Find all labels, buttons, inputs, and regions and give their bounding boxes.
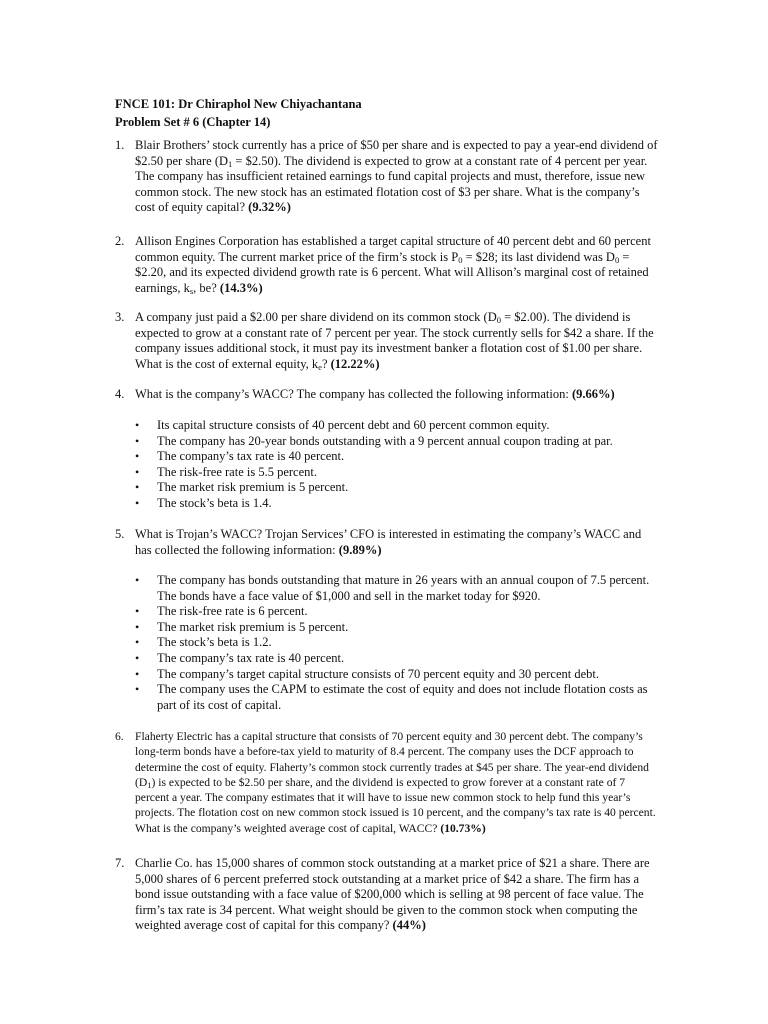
question-text: What is the company’s WACC? The company has collected the following information: (9.66%) — [135, 387, 615, 401]
list-item: • The company’s tax rate is 40 percent. — [135, 651, 660, 667]
list-item: • The market risk premium is 5 percent. — [135, 620, 660, 636]
question-number: 3. — [115, 310, 125, 324]
answer: (10.73%) — [440, 821, 486, 835]
question-number: 2. — [115, 234, 125, 248]
question-5-bullets — [135, 573, 660, 713]
question-5 — [115, 527, 660, 558]
list-item: • The company’s tax rate is 40 percent. — [135, 449, 660, 465]
list-item: • The company’s target capital structure consists of 70 percent equity and 30 percent debt. — [135, 667, 660, 683]
question-number: 4. — [115, 387, 125, 401]
list-item: • The stock’s beta is 1.4. — [135, 496, 660, 512]
answer: (9.89%) — [338, 542, 382, 557]
list-item: • The company has bonds outstanding that mature in 26 years with an annual coupon of 7.5 percent. The bonds have a face value of $1,000 and sell in the market today for $920. — [135, 573, 660, 604]
answer: (9.66%) — [571, 387, 615, 401]
list-item: • The risk-free rate is 5.5 percent. — [135, 465, 660, 481]
question-number: 7. — [115, 856, 125, 870]
list-item: • The market risk premium is 5 percent. — [135, 480, 660, 496]
question-text: A company just paid a $2.00 per share dividend on its common stock ($D_0$ = $2.00). The dividend is expected to grow at a constant rate of 7 percent per year. The stock currently sells for $42 a share. If the company issues additional stock, it must pay its investment banker a flotation cost of $1.00 per share. What is the cost of external equity, $k_e$? (12.22%) — [135, 310, 654, 372]
question-4 — [115, 387, 660, 403]
question-2 — [115, 234, 660, 296]
question-number: 1. — [115, 138, 125, 152]
question-text: Flaherty Electric has a capital structure that consists of 70 percent equity and 30 percent debt. The company’s long-term bonds have a before-tax yield to maturity of 8.4 percent. The company uses the DCF approach to determine the cost of equity. Flaherty’s common stock currently trades at $45 per share. The year-end dividend $(D_1)$ is expected to be $2.50 per share, and the dividend is expected to grow forever at a constant rate of 7 percent a year. The company estimates that it will have to issue new common stock to help fund this year’s projects. The flotation cost on new common stock issued is 10 percent, and the company’s tax rate is 40 percent. What is the company’s weighted average cost of capital, WACC? (10.73%) — [135, 730, 656, 835]
answer: (44%) — [392, 918, 426, 933]
question-text: Charlie Co. has 15,000 shares of common stock outstanding at a market price of $21 a share. There are 5,000 shares of 6 percent preferred stock outstanding at a market price of $42 a share. The firm has a bond issue outstanding with a face value of $200,000 which is selling at 98 percent of face value. The firm’s tax rate is 34 percent. What weight should be given to the common stock when computing the weighted average cost of capital for this company? (44%) — [135, 856, 650, 933]
question-text: Allison Engines Corporation has established a target capital structure of 40 percent debt and 60 percent common equity. The current market price of the firm’s stock is $P_0$ = $28; its last dividend was $D_0$ = $2.20, and its expected dividend growth rate is 6 percent. What will Allison’s marginal cost of retained earnings, $k_s$, be? (14.3%) — [135, 234, 651, 296]
document-header — [115, 95, 675, 131]
question-number: 6. — [115, 730, 124, 743]
question-text: Blair Brothers’ stock currently has a price of $50 per share and is expected to pay a year-end dividend of $2.50 per share ($D_1$ = $2.50). The dividend is expected to grow at a constant rate of 4 percent per year. The company has insufficient retained earnings to fund capital projects and must, therefore, issue new common stock. The new stock has an estimated flotation cost of $3 per share. What is the company’s cost of equity capital? (9.32%) — [135, 138, 658, 215]
list-item: • Its capital structure consists of 40 percent debt and 60 percent common equity. — [135, 418, 660, 434]
answer: (12.22%) — [330, 356, 380, 371]
question-6 — [115, 729, 660, 836]
list-item: • The company uses the CAPM to estimate the cost of equity and does not include flotation costs as part of its cost of capital. — [135, 682, 660, 713]
list-item: • The stock’s beta is 1.2. — [135, 635, 660, 651]
question-7 — [115, 856, 660, 934]
list-item: • The risk-free rate is 6 percent. — [135, 604, 660, 620]
question-3 — [115, 310, 660, 372]
answer: (14.3%) — [219, 280, 263, 295]
course-title: FNCE 101: Dr Chiraphol New Chiyachantana — [115, 97, 362, 111]
question-number: 5. — [115, 527, 125, 541]
answer: (9.32%) — [248, 200, 291, 215]
question-1 — [115, 138, 660, 216]
list-item: • The company has 20-year bonds outstanding with a 9 percent annual coupon trading at par. — [135, 434, 660, 450]
problem-set-title: Problem Set # 6 (Chapter 14) — [115, 115, 271, 129]
question-text: What is Trojan’s WACC? Trojan Services’ CFO is interested in estimating the company’s WACC and has collected the following information: (9.89%) — [135, 527, 642, 557]
question-4-bullets — [135, 418, 660, 512]
